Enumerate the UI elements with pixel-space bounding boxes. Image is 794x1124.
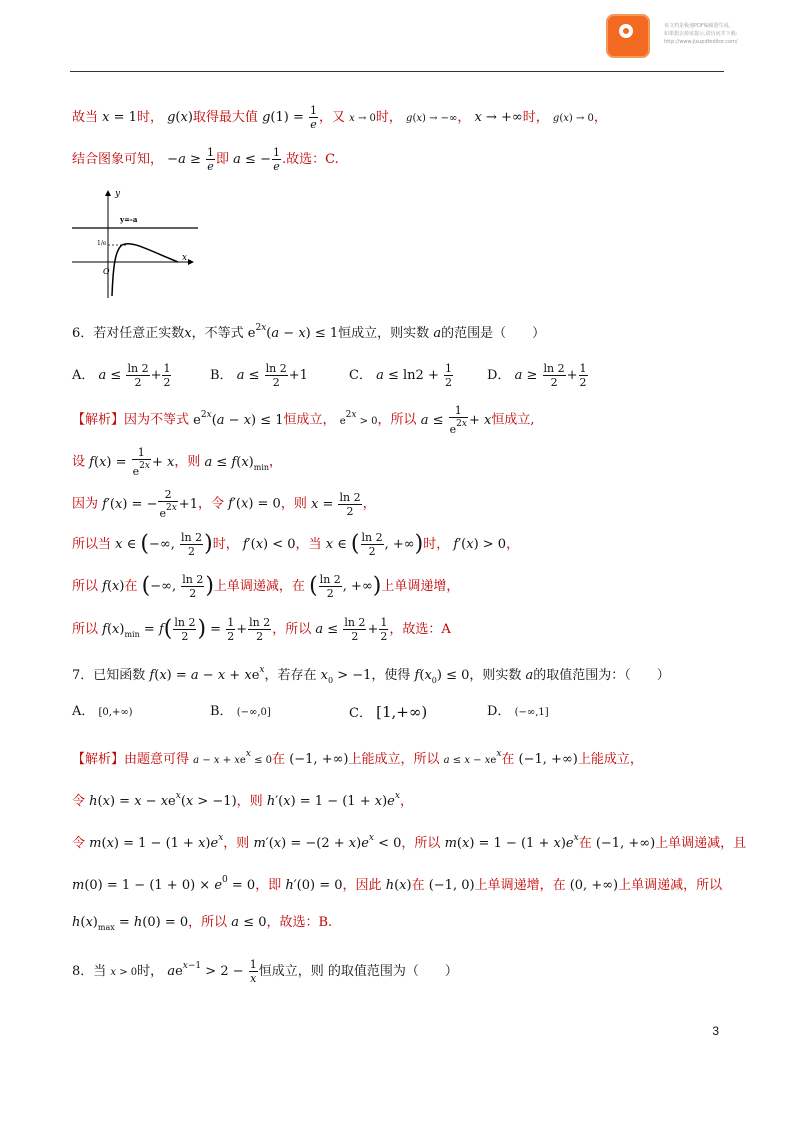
text: 8．当	[72, 964, 107, 979]
option-label: C．	[349, 706, 372, 721]
text: ，则	[174, 454, 201, 470]
text: 7．已知函数	[72, 668, 146, 683]
option-value: (−∞,1]	[514, 707, 549, 718]
text: ，则	[223, 836, 250, 851]
text: 的取值范围为（ ）	[327, 964, 458, 979]
option-c[interactable]	[349, 702, 427, 724]
question-6-stem: 6．若对任意正实数x，不等式 $e^{2x}(a - x) \le 1$恒成立，则实数 a的范围是（ ）	[72, 323, 546, 341]
text: 所以	[72, 579, 99, 594]
text: 恒成立，则	[258, 964, 324, 979]
header-note-line: 如果想去掉该提示,请访问并下载:	[664, 31, 738, 37]
text: ，则	[280, 496, 307, 512]
origin-label: O	[103, 267, 110, 276]
text: 时，	[375, 110, 402, 125]
text: 即	[216, 152, 230, 167]
text: ，故选：B.	[266, 915, 333, 930]
text: 时，	[423, 537, 450, 552]
option-label: D．	[487, 704, 511, 719]
analysis-line: 令 $h(x) = x - xe^x(x > -1)$，则 $h'(x) = 1 - (1 + x)e^x$，	[72, 791, 413, 809]
option-label: B．	[210, 704, 233, 719]
text: ，不等式	[191, 326, 244, 341]
text: ，则	[236, 794, 263, 809]
text: 时，	[212, 537, 239, 552]
text: ，故选：A	[389, 622, 451, 637]
analysis-line: $m(0) = 1 - (1 + 0) \times e^0 = 0$，即 h′(0) = 0，因此 h(x)在 (−1, 0)上单调递增，在 (0, +∞)上单调递减，所以	[72, 875, 723, 893]
option-b[interactable]	[210, 702, 271, 723]
analysis-line: $h(x)_{max} = h(0) = 0$，所以 a ≤ 0，故选：B.	[72, 915, 333, 932]
header-note-link[interactable]: http://www.jisupdfeditor.com/	[664, 39, 738, 45]
text: 时，	[522, 110, 549, 125]
text: 恒成立，则实数	[338, 326, 430, 341]
text: 设	[72, 454, 86, 470]
analysis-line: 因为 f′(x) = − $\frac{2}{e^{2x}}$ +1，令 f′(x) = 0，则 x = $\frac{\ln 2}{2}$ ，	[72, 488, 376, 520]
text: ，所以	[401, 836, 441, 851]
text: 所以	[72, 622, 99, 637]
text: 6．若对任意正实数	[72, 326, 185, 341]
option-label: B．	[210, 368, 233, 383]
text: .故选：C.	[281, 152, 339, 167]
text: 由题意可得	[124, 752, 190, 767]
text: ，	[593, 110, 607, 125]
text: ，又	[318, 110, 345, 125]
solution-line: 故当 x = 1时， g(x)取得最大值 g(1) = $\frac{1}{e}$ ，又 x → 0时， g(x) → −∞， x → +∞时， g(x) → 0，	[72, 104, 607, 131]
analysis-tag: 【解析】	[72, 752, 125, 767]
analysis-line: 设 f(x) = $\frac{1}{e^{2x}}$ + x，则 $a \le f(x)_{min}$，	[72, 446, 283, 478]
text: ，若存在	[264, 668, 317, 683]
x-axis-label: x	[182, 253, 188, 263]
text: 上能成立，	[577, 752, 643, 767]
analysis-line: 【解析】因为不等式 $e^{2x}(a - x) \le 1$恒成立， e2x > 0，所以 a ≤ $\frac{1}{e^{2x}}$ + x恒成立,	[72, 404, 535, 436]
text: 在	[124, 579, 138, 594]
option-label: C．	[349, 368, 372, 383]
text: ，所以	[377, 412, 417, 428]
option-label: D．	[487, 368, 511, 383]
option-b[interactable]: B． a ≤ $\frac{\ln 2}{2}$ +1	[210, 362, 308, 389]
text: ，所以	[272, 622, 312, 637]
text: 上单调递增，在	[474, 878, 566, 893]
text: 上单调递减，所以	[618, 878, 723, 893]
text: 因为	[72, 496, 99, 512]
text: 恒成立，	[283, 412, 336, 428]
analysis-line: 所以当 x ∈ (−∞, $\frac{\ln 2}{2}$ )时， f′(x) < 0，当 x ∈ ( $\frac{\ln 2}{2}$ , +∞)时， f′(x) > 0，	[72, 531, 520, 558]
text: 令	[72, 794, 86, 809]
option-label: A．	[72, 368, 95, 383]
text: 时，	[136, 110, 163, 125]
header-divider	[70, 71, 724, 72]
logo-icon	[606, 14, 650, 58]
analysis-line: 所以 $f(x)_{min} = f$( $\frac{\ln 2}{2}$ ) = $\frac{1}{2}$ + $\frac{\ln 2}{2}$ ，所以 a ≤ $\frac{\ln 2}{2}$ + $\frac{1}{2}$ ，故选：A	[72, 616, 451, 643]
text: 时，	[137, 964, 164, 979]
analysis-tag: 【解析】	[72, 412, 125, 428]
option-d[interactable]	[487, 702, 549, 723]
text: 在	[578, 836, 592, 851]
text: 上单调递减，在	[213, 579, 305, 594]
question-8-stem: 8．当 x > 0时， $ae^{x-1} > 2$ − $\frac{1}{x}$ 恒成立，则 的取值范围为（ ）	[72, 958, 458, 985]
text: ，使得	[371, 668, 411, 683]
line-label: y=-a	[120, 215, 138, 224]
text: ，即	[255, 878, 282, 893]
page-number: 3	[712, 1024, 719, 1038]
option-value: [1,+∞)	[376, 703, 428, 721]
text: 结合图象可知，	[72, 152, 164, 167]
text: 在	[411, 878, 425, 893]
text: 令	[72, 836, 86, 851]
text: 故当	[72, 110, 99, 125]
question-7-stem: 7．已知函数 $f(x) = a - x + xe^x$，若存在 $x_0 > -1$，使得 $f(x_0) \le 0$，则实数 a的取值范围为：（ ）	[72, 665, 670, 685]
analysis-line: 【解析】由题意可得 a − x + xex ≤ 0在 (−1, +∞)上能成立，所以 a ≤ x − xex在 (−1, +∞)上能成立，	[72, 749, 643, 767]
text: ，所以	[188, 915, 228, 930]
text: 上能成立，所以	[348, 752, 440, 767]
text: 的范围是（ ）	[441, 326, 546, 341]
text: 上单调递增，	[381, 579, 460, 594]
analysis-line: 令 $m(x) = 1 - (1 + x)e^x$，则 $m'(x) = -(2 + x)e^x < 0$，所以 $m(x) = 1 - (1 + x)e^x$在 (−1, +∞)上单调递减，且	[72, 833, 747, 851]
text: 因为不等式	[124, 412, 190, 428]
text: 在	[272, 752, 286, 767]
text: 所以当	[72, 537, 112, 552]
text: 恒成立,	[491, 412, 535, 428]
text: ，	[457, 110, 471, 125]
text: ，则实数	[469, 668, 522, 683]
header-note	[664, 22, 774, 46]
option-d[interactable]: D． a ≥ $\frac{\ln 2}{2}$ + $\frac{1}{2}$	[487, 362, 587, 389]
header-note-line: 该文档是极速PDF编辑器生成,	[664, 23, 731, 29]
text: ，当	[295, 537, 322, 552]
analysis-line: 所以 f(x)在 (−∞, $\frac{\ln 2}{2}$ )上单调递减，在 ( $\frac{\ln 2}{2}$ , +∞)上单调递增，	[72, 573, 460, 600]
text: 的取值范围为：（ ）	[533, 668, 670, 683]
text: 在	[501, 752, 515, 767]
option-a[interactable]	[72, 702, 133, 723]
text: 取得最大值	[192, 110, 258, 125]
option-c[interactable]: C． a ≤ ln2 + $\frac{1}{2}$	[349, 362, 452, 389]
text: ，令	[197, 496, 224, 512]
solution-line: 结合图象可知， −a ≥ $\frac{1}{e}$ 即 a ≤ − $\frac{1}{e}$ .故选：C.	[72, 146, 339, 173]
function-graph	[70, 188, 200, 300]
text: 上单调递减，且	[655, 836, 747, 851]
option-label: A．	[72, 704, 95, 719]
tick-label: 1/e	[97, 240, 107, 247]
option-value: [0,+∞)	[98, 707, 133, 718]
option-a[interactable]: A． a ≤ $\frac{\ln 2}{2}$ + $\frac{1}{2}$	[72, 362, 171, 389]
text: ，因此	[342, 878, 382, 893]
y-axis-label: y	[115, 189, 121, 199]
option-value: (−∞,0]	[236, 707, 271, 718]
